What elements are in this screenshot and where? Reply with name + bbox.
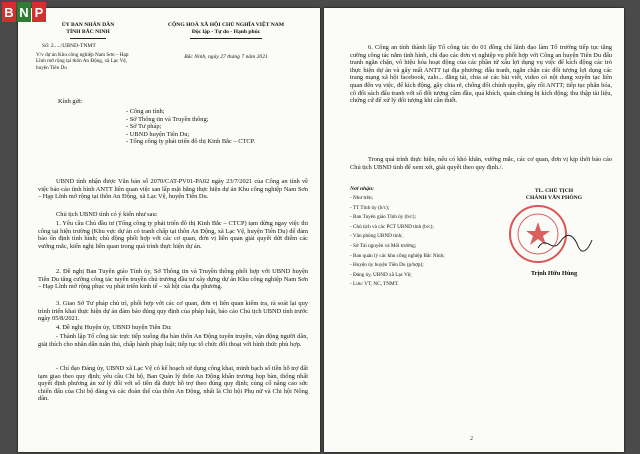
sign-role-2: CHÁNH VĂN PHÒNG [525, 195, 583, 201]
kinh-gui-label: Kính gửi: [58, 98, 83, 105]
cc-item: - TT Tỉnh ủy (b/c); [350, 204, 390, 211]
cc-list [350, 194, 490, 290]
sign-role-1: TL. CHỦ TỊCH [534, 188, 574, 194]
national-motto: Độc lập - Tự do - Hạnh phúc [191, 29, 261, 35]
item-4: 4. Đề nghị Huyện ủy, UBND huyện Tiên Du: [56, 324, 172, 331]
handwritten-signature [534, 228, 594, 258]
noi-nhan-label: Nơi nhận: [350, 186, 374, 192]
cc-item: - Như trên; [350, 195, 373, 201]
recipient-item: - Sở Tư pháp; [126, 123, 162, 131]
org-name: ỦY BAN NHÂN DÂN [61, 22, 115, 28]
cc-item: - Huyện ủy huyện Tiên Du (p/hợp); [350, 262, 424, 269]
cc-item: - Lưu: VT, NC, TNMT. [350, 281, 399, 288]
direction-line: Chủ tịch UBND tỉnh có ý kiến như sau: [56, 211, 158, 218]
logo-letter-b: B [2, 2, 16, 22]
cc-item: - Sở Tài nguyên và Môi trường; [350, 242, 417, 249]
document-page-1 [18, 8, 320, 452]
recipient-item: - UBND huyện Tiên Du; [126, 130, 190, 138]
closing-paragraph: Trong quá trình thực hiện, nếu có khó khăn, vướng mắc, các cơ quan, đơn vị kịp thời báo cáo Chủ tịch UBND tỉnh để xem xét, giải quyết theo quy định./. [350, 156, 612, 171]
cc-item: - Văn phòng UBND tỉnh; [350, 233, 403, 240]
recipient-item: - Sở Thông tin và Truyền thông; [126, 115, 209, 123]
item-2: 2. Đề nghị Ban Tuyên giáo Tỉnh ủy, Sở Thông tin và Truyền thông phối hợp với UBND huyện Tiên Du tăng cường công tác tuyên truyền chủ trương đầu tư xây dựng dự án Khu công nghiệp Nam Sơn – Hạp Lĩnh mở rộng phục vụ phát triển kinh tế – xã hội của địa phương. [38, 268, 308, 291]
cc-item: - Ban Tuyên giáo Tỉnh ủy (b/c); [350, 214, 416, 221]
recipient-item: - Tổng công ty phát triển đô thị Kinh Bắc – CTCP. [126, 138, 256, 146]
intro-paragraph: UBND tỉnh nhận được Văn bản số 2070/CAT-PV01-PA02 ngày 23/7/2021 của Công an tỉnh về việc báo cáo tình hình ANTT liên quan việc san lấp mặt bằng thực hiện dự án Khu công nghiệp Nam Sơn – Hạp Lĩnh mở rộng tại thôn An Động, xã Lạc Vệ, huyện Tiên Du. [38, 178, 308, 201]
date-line: Bắc Ninh, ngày 27 tháng 7 năm 2021 [184, 54, 268, 60]
cc-item: - Chủ tịch và các PCT UBND tỉnh (b/c); [350, 223, 434, 230]
signer-name: Trịnh Hữu Hùng [530, 270, 578, 277]
publisher-logo [2, 1, 47, 23]
item-1: 1. Yêu cầu Chủ đầu tư (Tổng công ty phát triển đô thị Kinh Bắc – CTCP) tạm dừng ngay việc thi công tại hiện trường (Khu vực dự án có tranh chấp tại thôn An Động, xã Lạc Vệ, huyện Tiên Du) để đảm bảo ổn định tình hình; chủ động phối hợp với các cơ quan, đơn vị liên quan giải quyết dứt điểm các vướng mắc, kiến nghị liên quan trong quá trình thực hiện dự án. [38, 220, 308, 250]
item-4a: - Thành lập Tổ công tác trực tiếp xuống địa bàn thôn An Động tuyên truyền, vận động người dân, giải thích cho nhân dân tuân thủ, chấp hành pháp luật; tiếp tục tổ chức đối thoại với hình thức phù hợp. [38, 333, 308, 348]
logo-letter-n: N [17, 2, 31, 22]
document-page-2 [324, 8, 624, 452]
recipient-list [126, 108, 316, 146]
page-number: 2 [470, 436, 473, 442]
item-4b: - Chỉ đạo Đảng ủy, UBND xã Lạc Vệ có kế hoạch sử dụng công khai, minh bạch số tiền hỗ trợ đất tạm giao theo quy định; yêu cầu Chi bộ, Ban Quản lý thôn An Động khẩn trương họp bàn, thống nhất quyết định phương án xử lý đối với số tiền đã được hỗ trợ theo đúng quy định; củng cố nâng cao sức chiến đấu của Chi bộ đảng và các đoàn thể của thôn An Động, nhất là Chi hội Phụ nữ và Chi hội Nông dân. [38, 365, 308, 403]
recipient-item: - Công an tỉnh; [126, 108, 165, 115]
item-3: 3. Giao Sở Tư pháp chủ trì, phối hợp với các cơ quan, đơn vị liên quan kiểm tra, rà soát lại quy trình triển khai thực hiện dự án đảm bảo đúng quy định của pháp luật, báo cáo Chủ tịch UBND tỉnh trước ngày 05/8/2021. [38, 300, 308, 323]
country-name: CỘNG HOÀ XÃ HỘI CHỦ NGHĨA VIỆT NAM [167, 22, 285, 28]
org-province: TỈNH BẮC NINH [66, 29, 110, 35]
doc-subject: V/v dự án Khu công nghiệp Nam Sơn – Hạp Lĩnh mở rộng tại thôn An Động, xã Lạc Vệ, huyện Tiên Du [36, 52, 129, 71]
logo-letter-p: P [32, 2, 46, 22]
cc-item: - Đảng ủy, UBND xã Lạc Vệ; [350, 271, 412, 278]
cc-item: - Ban quản lý các khu công nghiệp Bắc Ninh; [350, 252, 445, 259]
item-6: 6. Công an tỉnh thành lập Tổ công tác do 01 đồng chí lãnh đạo làm Tổ trưởng tiếp tục tăng cường công tác nắm tình hình, chỉ đạo các đơn vị nghiệp vụ phối hợp với Công an huyện Tiên Du đấu tranh ngăn chặn, vô hiệu hóa hoạt động của các phần tử xấu lợi dụng vụ việc để kích động các trò thực hiện dự án và gây mất ANTT tại địa phương; đấu tranh, ngăn chặn các đối tượng lợi dụng các trang mạng xã hội facebook, zalo... đăng tải, chia sẻ các bài viết, video có nội dung xuyên tạc liên quan đến vụ việc, để kích động, gây chia rẽ, chống đối chính quyền, gây rối ANTT; tiếp tục phân hóa, cô đối sách đấu tranh với số đối tượng cầm đầu, quá khích, quản chúng bị kích động; thu thập tài liệu, chứng cứ để xử lý đối tượng khi cần thiết. [350, 44, 612, 105]
doc-number: Số: 2...../UBND-TNMT [42, 43, 96, 49]
